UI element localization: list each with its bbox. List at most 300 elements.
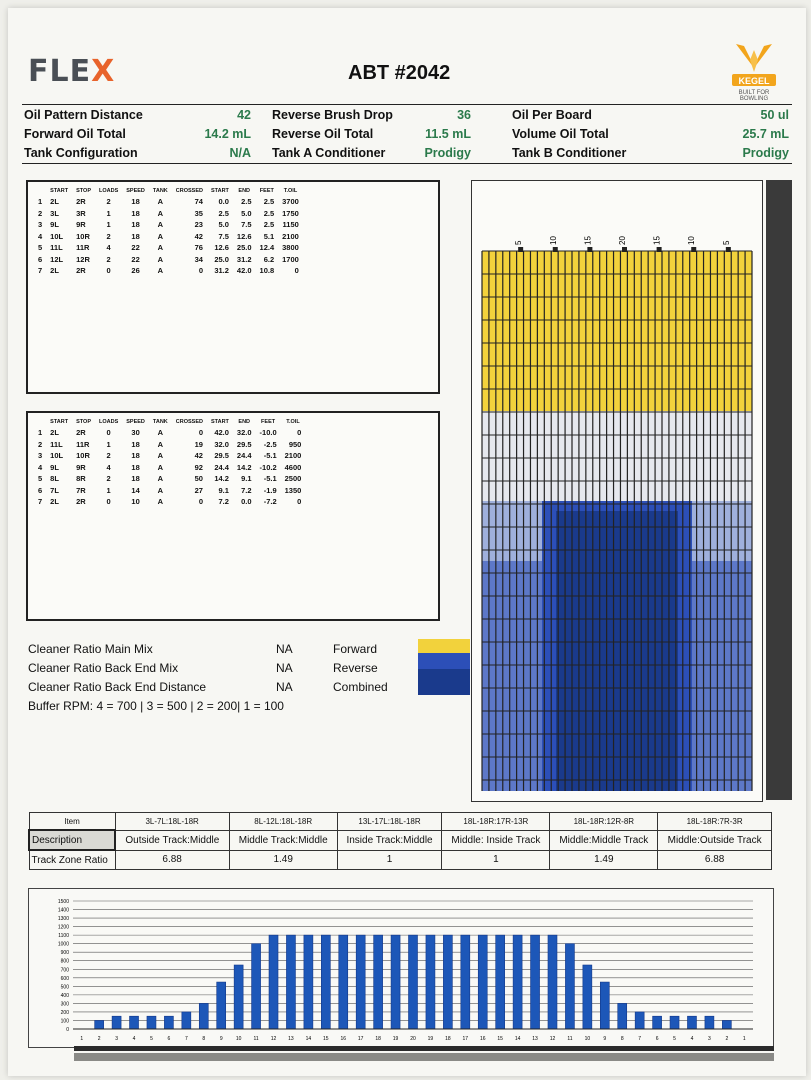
pass-cell: 22: [131, 243, 140, 253]
pass-cell: 14.2: [214, 474, 229, 484]
x-tick-label: 3: [708, 1036, 711, 1042]
pass-cell: A: [157, 451, 164, 461]
pass-row: [34, 231, 303, 243]
cleaner-backend-label: Cleaner Ratio Back End Mix: [28, 661, 179, 675]
x-tick-label: 15: [323, 1036, 329, 1042]
meta-value: 50 ul: [760, 108, 789, 122]
pass-cell: A: [157, 231, 164, 241]
pass-cell: 2L: [50, 497, 59, 507]
col-header: CROSSED: [175, 419, 203, 425]
pass-row: [34, 473, 305, 485]
pass-cell: 7.5: [218, 231, 229, 241]
pass-cell: 1150: [282, 220, 299, 230]
bar: [269, 935, 278, 1029]
x-tick-label: 18: [375, 1036, 381, 1042]
pass-cell: 8L: [50, 474, 59, 484]
brand-tagline: BUILT FOR BOWLING: [738, 90, 770, 102]
meta-value: 42: [237, 108, 251, 122]
bar: [443, 935, 452, 1029]
pass-row: [34, 427, 305, 439]
pass-cell: 2.5: [263, 220, 275, 230]
meta-label: Tank A Conditioner: [272, 146, 386, 160]
pass-cell: 9.1: [218, 485, 229, 495]
pass-cell: 32.0: [236, 428, 252, 438]
x-tick-label: 1: [80, 1036, 84, 1042]
pass-cell: 0: [198, 497, 203, 507]
pass-cell: 2L: [50, 197, 59, 207]
bar: [339, 935, 348, 1029]
track-zone-table: [28, 812, 772, 870]
x-tick-label: 4: [690, 1036, 694, 1042]
pass-cell: 42.0: [214, 428, 229, 438]
bar: [670, 1016, 679, 1029]
pass-cell: A: [157, 254, 164, 264]
legend-reverse-swatch: [418, 653, 470, 669]
chart-base-bar: [74, 1046, 774, 1051]
pass-cell: 1: [38, 197, 43, 207]
pass-cell: 10.8: [259, 266, 275, 276]
board-number-label: 10: [548, 236, 558, 245]
pass-cell: 7.5: [241, 220, 252, 230]
y-tick-label: 1500: [57, 899, 69, 905]
board-marker: [587, 247, 592, 252]
bar-chart-svg: [29, 889, 773, 1047]
col-header: CROSSED: [175, 188, 203, 194]
reverse-pass-table: [26, 411, 440, 621]
col-header: SPEED: [126, 188, 145, 194]
pass-cell: 1: [106, 208, 111, 218]
pass-cell: 50: [194, 474, 203, 484]
y-tick-label: 700: [60, 967, 69, 974]
zone-desc: Middle:Middle Track: [550, 830, 658, 850]
bar: [583, 965, 592, 1029]
bar: [478, 935, 487, 1029]
pass-cell: 4: [38, 231, 43, 241]
pass-cell: 7: [38, 497, 43, 507]
bar: [199, 1003, 208, 1029]
col-header: LOADS: [99, 188, 119, 194]
x-tick-label: 2: [97, 1036, 101, 1042]
pass-cell: 9L: [50, 462, 59, 472]
flex-logo: FLEX: [28, 54, 116, 89]
x-tick-label: 5: [673, 1036, 676, 1042]
meta-divider: [22, 163, 792, 164]
lane-graph-svg: [472, 181, 762, 801]
bar: [321, 935, 330, 1029]
x-tick-label: 14: [305, 1036, 312, 1042]
zone-desc: Inside Track:Middle: [337, 830, 442, 850]
pass-cell: 0: [106, 428, 111, 438]
pass-cell: 12R: [76, 254, 90, 264]
forward-body: [34, 196, 303, 277]
pass-cell: 5: [38, 243, 43, 253]
pass-cell: -5.1: [263, 451, 277, 461]
zone-item: 3L-7L:18L-18R: [115, 813, 229, 831]
x-tick-label: 11: [253, 1036, 259, 1042]
bar: [304, 935, 313, 1029]
x-tick-label: 5: [150, 1036, 153, 1042]
pass-cell: 2.5: [263, 197, 275, 207]
pass-cell: 0: [198, 266, 203, 276]
pass-cell: A: [157, 439, 164, 449]
bar: [147, 1016, 156, 1029]
pass-cell: 2.5: [218, 208, 229, 218]
legend-reverse-label: Reverse: [333, 661, 378, 675]
bar: [409, 935, 418, 1029]
reverse-body: [34, 427, 305, 508]
zone-item: 18L-18R:17R-13R: [442, 813, 550, 831]
y-tick-label: 900: [60, 950, 69, 957]
zone-desc: Middle:Outside Track: [658, 830, 772, 850]
pass-cell: 11L: [50, 439, 63, 449]
pass-cell: 18: [131, 197, 140, 207]
pass-cell: A: [157, 220, 164, 230]
lane-graph-edge: [766, 180, 792, 800]
forward-table: [34, 186, 303, 277]
pass-cell: 18: [131, 451, 140, 461]
board-marker: [518, 247, 523, 252]
board-marker: [553, 247, 558, 252]
zone-item-row: [29, 813, 772, 831]
x-tick-label: 19: [392, 1036, 399, 1042]
x-tick-label: 17: [357, 1036, 364, 1042]
bar: [618, 1003, 627, 1029]
col-header: START: [50, 188, 69, 194]
pass-row: [34, 265, 303, 277]
pass-cell: 12.6: [214, 243, 229, 253]
pass-cell: 0: [294, 266, 299, 276]
col-header: START: [210, 188, 229, 194]
pass-cell: 7.2: [241, 485, 252, 495]
board-number-label: 5: [721, 240, 731, 245]
zone-item: 18L-18R:7R-3R: [658, 813, 772, 831]
meta-label: Reverse Oil Total: [272, 127, 374, 141]
pass-cell: -10.0: [259, 428, 277, 438]
pass-cell: 3: [38, 451, 43, 461]
pass-cell: 14.2: [236, 462, 252, 472]
zone-item: 18L-18R:12R-8R: [550, 813, 658, 831]
y-tick-label: 600: [60, 975, 69, 982]
pass-row: [34, 462, 305, 474]
pass-cell: 14: [131, 485, 140, 495]
pass-row: [34, 439, 305, 451]
chart-base-shadow: [74, 1053, 774, 1061]
pass-cell: 10R: [76, 451, 90, 461]
pass-cell: A: [157, 197, 164, 207]
legend-combined-swatch: [418, 669, 470, 695]
pass-cell: A: [157, 474, 164, 484]
pass-cell: -1.9: [263, 485, 277, 495]
pass-row: [34, 450, 305, 462]
bar: [252, 944, 261, 1029]
pass-cell: 3R: [76, 208, 86, 218]
x-tick-label: 6: [655, 1036, 659, 1042]
x-tick-label: 9: [219, 1036, 223, 1042]
pass-cell: 76: [194, 243, 203, 253]
pass-cell: A: [157, 485, 164, 495]
pass-cell: 31.2: [214, 266, 229, 276]
pass-cell: 7L: [50, 485, 59, 495]
zone-ratio-label: Track Zone Ratio: [29, 850, 115, 870]
zone-desc-label: Description: [29, 830, 115, 850]
forward-header-row: [34, 186, 303, 196]
reverse-header-row: [34, 417, 305, 427]
x-tick-label: 20: [410, 1036, 416, 1042]
pass-cell: A: [157, 462, 164, 472]
cleaner-distance-value: NA: [276, 680, 293, 694]
pass-row: [34, 254, 303, 266]
x-tick-label: 8: [620, 1036, 624, 1042]
bar: [531, 935, 540, 1029]
zone-ratio: 6.88: [115, 850, 229, 870]
pass-cell: 10R: [76, 231, 90, 241]
pass-cell: 9L: [50, 220, 59, 230]
pass-cell: 2: [106, 254, 111, 264]
header-divider: [22, 104, 792, 105]
zone-ratio: 6.88: [658, 850, 772, 870]
pass-cell: 35: [194, 208, 203, 218]
pass-cell: 0: [297, 497, 302, 507]
zone-ratio: 1.49: [550, 850, 658, 870]
x-tick-label: 12: [270, 1036, 277, 1042]
bar: [217, 982, 226, 1029]
x-tick-label: 7: [184, 1036, 188, 1042]
zone-item-label: Item: [29, 813, 115, 831]
pattern-sheet: [8, 8, 806, 1076]
pass-cell: 4: [106, 243, 111, 253]
pass-cell: 12.4: [259, 243, 275, 253]
pass-cell: 2L: [50, 266, 59, 276]
y-tick-label: 300: [60, 1001, 69, 1008]
reverse-table: [34, 417, 305, 508]
pass-cell: 2: [38, 439, 43, 449]
pass-cell: 9R: [76, 220, 86, 230]
pass-cell: 5: [38, 474, 43, 484]
pass-cell: 0.0: [241, 497, 252, 507]
zone-ratio-row: [29, 850, 772, 870]
pass-cell: 2: [106, 474, 111, 484]
pass-cell: 4: [38, 462, 43, 472]
pass-cell: 26: [131, 266, 140, 276]
board-number-label: 15: [583, 236, 593, 245]
x-tick-label: 12: [549, 1036, 556, 1042]
x-tick-label: 19: [427, 1036, 434, 1042]
pass-cell: 1: [106, 485, 111, 495]
bar: [461, 935, 470, 1029]
pass-cell: 11R: [76, 439, 90, 449]
col-header: SPEED: [126, 419, 145, 425]
bar: [130, 1016, 139, 1029]
pass-row: [34, 196, 303, 208]
pass-cell: 9R: [76, 462, 86, 472]
zone-desc: Middle Track:Middle: [229, 830, 337, 850]
pattern-title: ABT #2042: [348, 62, 451, 84]
zone-desc: Middle: Inside Track: [442, 830, 550, 850]
x-tick-label: 4: [132, 1036, 136, 1042]
pass-cell: 0: [106, 497, 111, 507]
col-header: T.OIL: [283, 188, 298, 194]
y-tick-label: 100: [60, 1018, 69, 1025]
col-header: T.OIL: [286, 419, 300, 425]
meta-label: Tank B Conditioner: [512, 146, 627, 160]
pass-cell: 34: [194, 254, 203, 264]
pass-cell: 18: [131, 462, 140, 472]
meta-label: Oil Per Board: [512, 108, 592, 122]
pass-cell: 42.0: [236, 266, 252, 276]
bar: [112, 1016, 121, 1029]
x-tick-label: 1: [742, 1036, 746, 1042]
x-tick-label: 9: [603, 1036, 607, 1042]
pass-cell: A: [157, 428, 164, 438]
pass-cell: 18: [131, 439, 140, 449]
x-tick-label: 13: [532, 1036, 538, 1042]
pass-cell: A: [157, 243, 164, 253]
pass-cell: A: [157, 208, 164, 218]
pass-cell: 9.1: [241, 474, 252, 484]
meta-value: 25.7 mL: [742, 127, 789, 141]
x-tick-label: 18: [445, 1036, 451, 1042]
pass-cell: 0.0: [218, 197, 229, 207]
y-tick-label: 500: [60, 984, 69, 991]
meta-value: 36: [457, 108, 471, 122]
pass-cell: 2: [106, 197, 111, 207]
oil-volume-bar-chart: [28, 888, 774, 1048]
pass-cell: 12L: [50, 254, 64, 264]
meta-value: N/A: [229, 146, 251, 160]
bar: [182, 1012, 191, 1029]
col-header: STOP: [76, 188, 91, 194]
pass-cell: 23: [194, 220, 203, 230]
bar: [635, 1012, 644, 1029]
zone-item: 13L-17L:18L-18R: [337, 813, 442, 831]
bar: [391, 935, 400, 1029]
pass-cell: 10: [131, 497, 140, 507]
cleaner-main-label: Cleaner Ratio Main Mix: [28, 642, 153, 656]
y-tick-label: 400: [60, 992, 69, 999]
meta-label: Oil Pattern Distance: [24, 108, 143, 122]
lane-oil-graph: [471, 180, 763, 802]
pass-cell: 18: [131, 474, 140, 484]
pass-cell: 24.4: [236, 451, 252, 461]
cleaner-backend-value: NA: [276, 661, 293, 675]
pass-cell: 3: [38, 220, 43, 230]
pass-cell: 31.2: [236, 254, 252, 264]
bar: [374, 935, 383, 1029]
x-tick-label: 16: [340, 1036, 347, 1042]
pass-cell: 2: [38, 208, 43, 218]
x-tick-label: 10: [584, 1036, 591, 1042]
bar: [95, 1020, 104, 1029]
board-marker: [657, 247, 662, 252]
pass-cell: 1350: [284, 485, 302, 495]
pass-cell: 24.4: [214, 462, 229, 472]
pass-cell: 22: [131, 254, 140, 264]
pass-cell: 7.2: [218, 497, 229, 507]
col-header: FEET: [259, 188, 274, 194]
y-tick-label: 200: [60, 1009, 69, 1016]
x-tick-label: 8: [202, 1036, 206, 1042]
pass-cell: 1: [106, 220, 111, 230]
bar: [565, 944, 574, 1029]
col-header: FEET: [261, 419, 276, 425]
y-tick-label: 800: [60, 958, 69, 965]
y-tick-label: 0: [66, 1027, 69, 1033]
pass-cell: 2L: [50, 428, 59, 438]
x-tick-label: 14: [514, 1036, 521, 1042]
x-tick-label: 16: [479, 1036, 486, 1042]
pass-cell: 0: [106, 266, 111, 276]
x-tick-label: 15: [497, 1036, 503, 1042]
zone-ratio: 1.49: [229, 850, 337, 870]
pass-cell: 18: [131, 220, 140, 230]
pass-cell: 42: [194, 451, 203, 461]
pass-cell: 2.5: [263, 208, 275, 218]
pass-cell: 7: [38, 266, 43, 276]
board-marker: [726, 247, 731, 252]
pass-cell: 6.2: [263, 254, 275, 264]
pass-cell: -10.2: [259, 462, 277, 472]
y-tick-label: 1300: [57, 916, 69, 923]
pass-cell: 950: [288, 439, 302, 449]
pass-cell: 2R: [76, 197, 86, 207]
meta-value: 14.2 mL: [204, 127, 251, 141]
pass-cell: -2.5: [263, 439, 277, 449]
pass-cell: 30: [131, 428, 140, 438]
pass-cell: 42: [194, 231, 203, 241]
legend-forward-swatch: [418, 639, 470, 653]
meta-value: 11.5 mL: [425, 127, 471, 141]
pass-cell: A: [157, 266, 164, 276]
pass-cell: 2R: [76, 428, 86, 438]
pass-cell: 0: [198, 428, 203, 438]
pass-cell: 1750: [282, 208, 299, 218]
pass-cell: 25.0: [214, 254, 229, 264]
pass-cell: A: [157, 497, 164, 507]
board-number-label: 15: [652, 236, 662, 245]
x-tick-label: 10: [235, 1036, 242, 1042]
forward-pass-table: [26, 180, 440, 394]
board-number-label: 20: [618, 236, 627, 245]
pass-cell: 2100: [284, 451, 302, 461]
pass-cell: -5.1: [263, 474, 277, 484]
bar: [705, 1016, 714, 1029]
pass-cell: 11R: [76, 243, 90, 253]
y-tick-label: 1100: [58, 933, 69, 940]
zone-desc-row: [29, 830, 772, 850]
pass-cell: 10L: [50, 451, 64, 461]
buffer-rpm: Buffer RPM: 4 = 700 | 3 = 500 | 2 = 200| 1 = 100: [28, 699, 284, 713]
y-tick-label: 1200: [57, 924, 69, 931]
col-header: START: [210, 419, 229, 425]
pass-cell: 12.6: [236, 231, 252, 241]
col-header: TANK: [152, 188, 168, 194]
y-tick-label: 1000: [57, 941, 69, 948]
light-region: [482, 411, 752, 501]
meta-label: Volume Oil Total: [512, 127, 609, 141]
pass-cell: 2: [106, 451, 111, 461]
x-tick-label: 17: [462, 1036, 469, 1042]
pass-cell: 92: [194, 462, 203, 472]
pass-cell: 27: [194, 485, 203, 495]
pass-row: [34, 219, 303, 231]
pass-row: [34, 242, 303, 254]
pass-cell: 3L: [50, 208, 59, 218]
board-marker: [691, 247, 696, 252]
bar: [653, 1016, 662, 1029]
bar: [164, 1016, 173, 1029]
pass-cell: 2: [106, 231, 111, 241]
meta-label: Forward Oil Total: [24, 127, 126, 141]
